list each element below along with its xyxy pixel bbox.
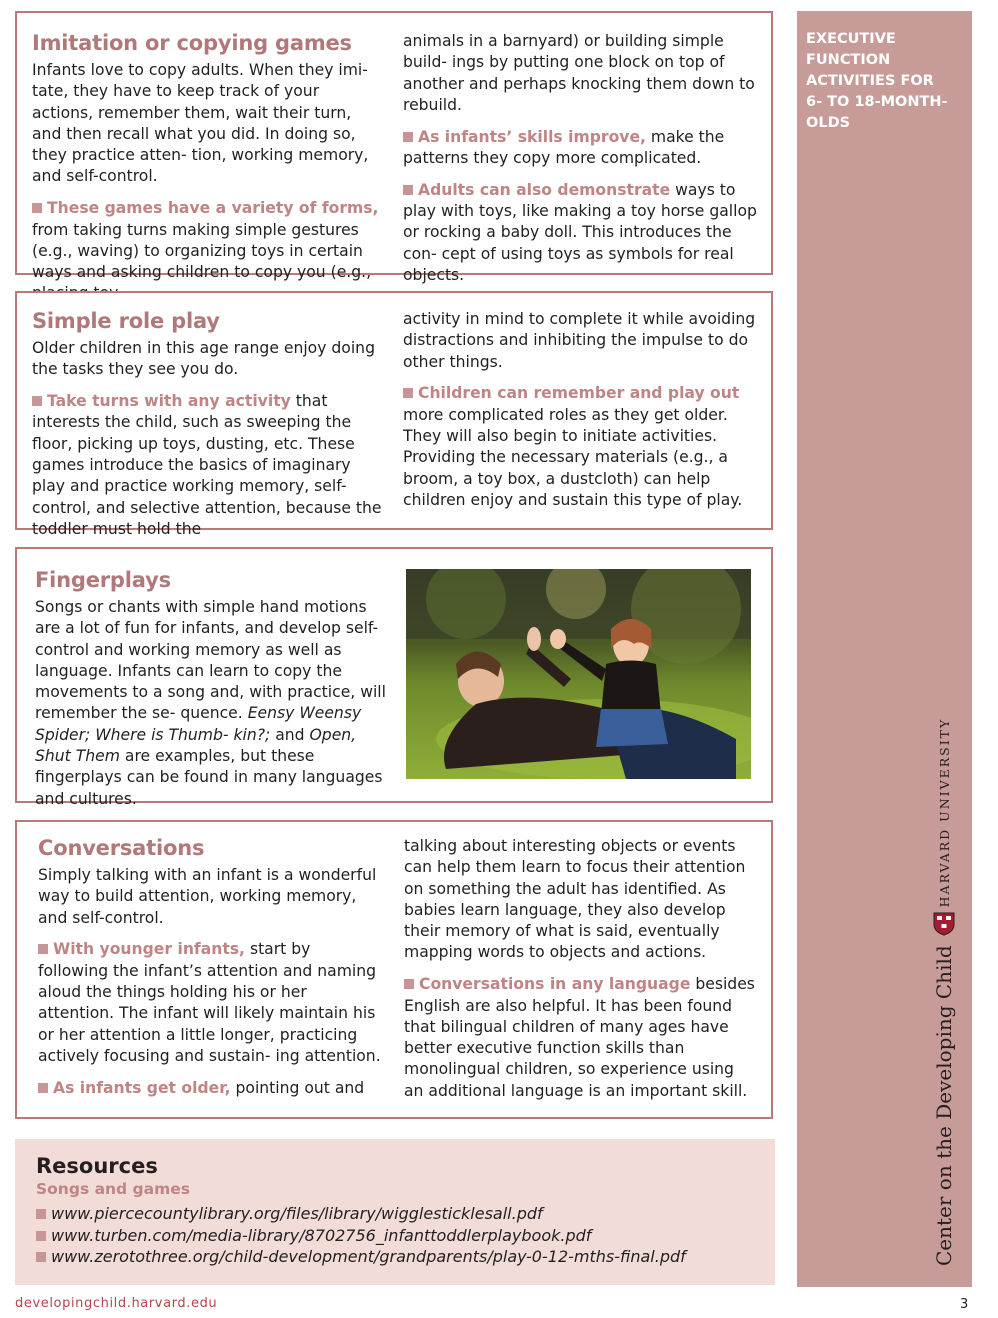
imitation-intro: Infants love to copy adults. When they imi- tate, they have to keep track of your actions, remember them, wait their turn, and then recall what you did. In doing so, they practice atten- tion, working memory, and self-control. xyxy=(32,61,369,186)
resource-link[interactable]: www.piercecountylibrary.org/files/library/wigglesticklesall.pdf xyxy=(36,1203,686,1225)
conversations-title: Conversations xyxy=(38,836,205,860)
conversations-p2-text: pointing out and xyxy=(230,1078,365,1097)
resource-link[interactable]: www.turben.com/media-library/8702756_infanttoddlerplaybook.pdf xyxy=(36,1225,686,1247)
conversations-p1-highlight: With younger infants, xyxy=(53,940,245,959)
roleplay-intro: Older children in this age range enjoy doing the tasks they see you do. xyxy=(32,339,375,379)
footer-url[interactable]: developingchild.harvard.edu xyxy=(15,1296,218,1311)
fingerplays-song-name-2: Open, Shut Them xyxy=(35,725,357,766)
page-number: 3 xyxy=(960,1297,969,1312)
bullet-square-icon xyxy=(36,1252,46,1262)
center-logo xyxy=(930,718,958,1266)
roleplay-p1-continued: activity in mind to complete it while avoiding distractions and inhibiting the impulse to do other things. xyxy=(403,310,756,371)
bullet-square-icon xyxy=(403,185,413,195)
imitation-p1-highlight: These games have a variety of forms, xyxy=(47,199,379,218)
conversations-p1-text: start by following the infant’s attention and naming aloud the things holding his or her attention. The infant will likely maintain his or her attention a little longer, practicing actively focusing and sustain- ing attention. xyxy=(38,940,381,1065)
fingerplays-title: Fingerplays xyxy=(35,568,171,592)
imitation-paragraph-1 xyxy=(32,198,384,304)
roleplay-p1-text: that interests the child, such as sweeping the floor, picking up toys, dusting, etc. These games introduce the basics of imaginary play and practice working memory, self-control, and selective attention, because the toddler must hold the xyxy=(32,392,382,538)
resources-title: Resources xyxy=(36,1154,158,1178)
imitation-title: Imitation or copying games xyxy=(32,31,352,55)
imitation-paragraph-2 xyxy=(403,127,758,170)
bullet-square-icon xyxy=(36,1231,46,1241)
bullet-square-icon xyxy=(32,203,42,213)
conversations-left-column xyxy=(38,835,384,1099)
fingerplays-text-column xyxy=(35,567,387,810)
imitation-paragraph-3 xyxy=(403,180,758,286)
imitation-right-column xyxy=(403,31,758,286)
bullet-square-icon xyxy=(36,1209,46,1219)
imitation-p3-highlight: Adults can also demonstrate xyxy=(418,180,671,199)
resources-subtitle: Songs and games xyxy=(36,1180,190,1198)
imitation-p2-text: make the patterns they copy more complicated. xyxy=(403,127,725,167)
conversations-paragraph-1 xyxy=(38,939,384,1067)
bullet-square-icon xyxy=(38,944,48,954)
bullet-square-icon xyxy=(403,388,413,398)
imitation-p3-text: ways to play with toys, like making a toy horse gallop or rocking a baby doll. This introduces the con- cept of using toys as symbols for real objects. xyxy=(403,180,757,284)
fingerplays-song-names: Eensy Weensy Spider; Where is Thumb- kin?; xyxy=(35,704,362,744)
imitation-p2-highlight: As infants’ skills improve, xyxy=(418,127,646,146)
roleplay-title: Simple role play xyxy=(32,309,220,333)
sidebar-title: EXECUTIVE FUNCTION ACTIVITIES FOR 6- TO 18-MONTH-OLDS xyxy=(806,31,948,131)
conversations-paragraph-2 xyxy=(38,1078,384,1099)
roleplay-paragraph-2 xyxy=(403,383,758,511)
bullet-square-icon xyxy=(403,132,413,142)
bullet-square-icon xyxy=(38,1083,48,1093)
logo-center-text: Center on the Developing Child xyxy=(932,945,956,1266)
harvard-shield-icon xyxy=(933,912,955,940)
conversations-p3-text: besides English are also helpful. It has been found that bilingual children of many ages have better executive function skills than monolingual children, so experience using an additional language is an important skill. xyxy=(404,975,755,1100)
fingerplays-paragraph: Songs or chants with simple hand motions are a lot of fun for infants, and develop self-control and working memory as well as language. Infants can learn to copy the movements to a song and, with practice, will remember the se- quence. Eensy Weensy Spider; Where is Thumb- kin?; and Open, Shut Them are examples, but these fingerplays can be found in many languages and cultures. xyxy=(35,598,386,808)
conversations-right-column xyxy=(404,836,758,1102)
roleplay-p1-highlight: Take turns with any activity xyxy=(47,392,291,411)
imitation-left-column xyxy=(32,30,384,305)
roleplay-p2-highlight: Children can remember and play out xyxy=(418,384,740,403)
parent-child-photo xyxy=(406,569,751,779)
roleplay-paragraph-1 xyxy=(32,391,386,540)
bullet-square-icon xyxy=(32,396,42,406)
imitation-p1-continued: animals in a barnyard) or building simple build- ings by putting one block on top of another and perhaps knocking them down to rebuild. xyxy=(403,32,755,114)
conversations-p3-highlight: Conversations in any language xyxy=(419,975,691,994)
logo-harvard-text: HARVARD UNIVERSITY xyxy=(936,717,952,908)
resources-link-list xyxy=(36,1203,686,1268)
conversations-paragraph-3 xyxy=(404,974,758,1102)
resource-link[interactable]: www.zerotothree.org/child-development/grandparents/play-0-12-mths-final.pdf xyxy=(36,1246,686,1268)
conversations-p2-highlight: As infants get older, xyxy=(53,1078,231,1097)
roleplay-left-column xyxy=(32,308,386,540)
bullet-square-icon xyxy=(404,979,414,989)
conversations-p2-continued: talking about interesting objects or events can help them learn to focus their attention on something the adult has identified. As babies learn language, they also develop their memory of what is said, eventually mapping words to objects and actions. xyxy=(404,837,746,962)
imitation-p1-text: from taking turns making simple gestures (e.g., waving) to organizing toys in certain ways and asking children to copy you (e.g., xyxy=(32,220,372,282)
roleplay-right-column xyxy=(403,309,758,511)
roleplay-p2-text: more complicated roles as they get older. They will also begin to initiate activities. Providing the necessary materials (e.g., a broom, a toy box, a dustcloth) can help children enjoy and sustain this type of play. xyxy=(403,405,743,509)
conversations-intro: Simply talking with an infant is a wonderful way to build attention, working memory, and self-control. xyxy=(38,866,377,927)
resources-box xyxy=(15,1139,775,1285)
